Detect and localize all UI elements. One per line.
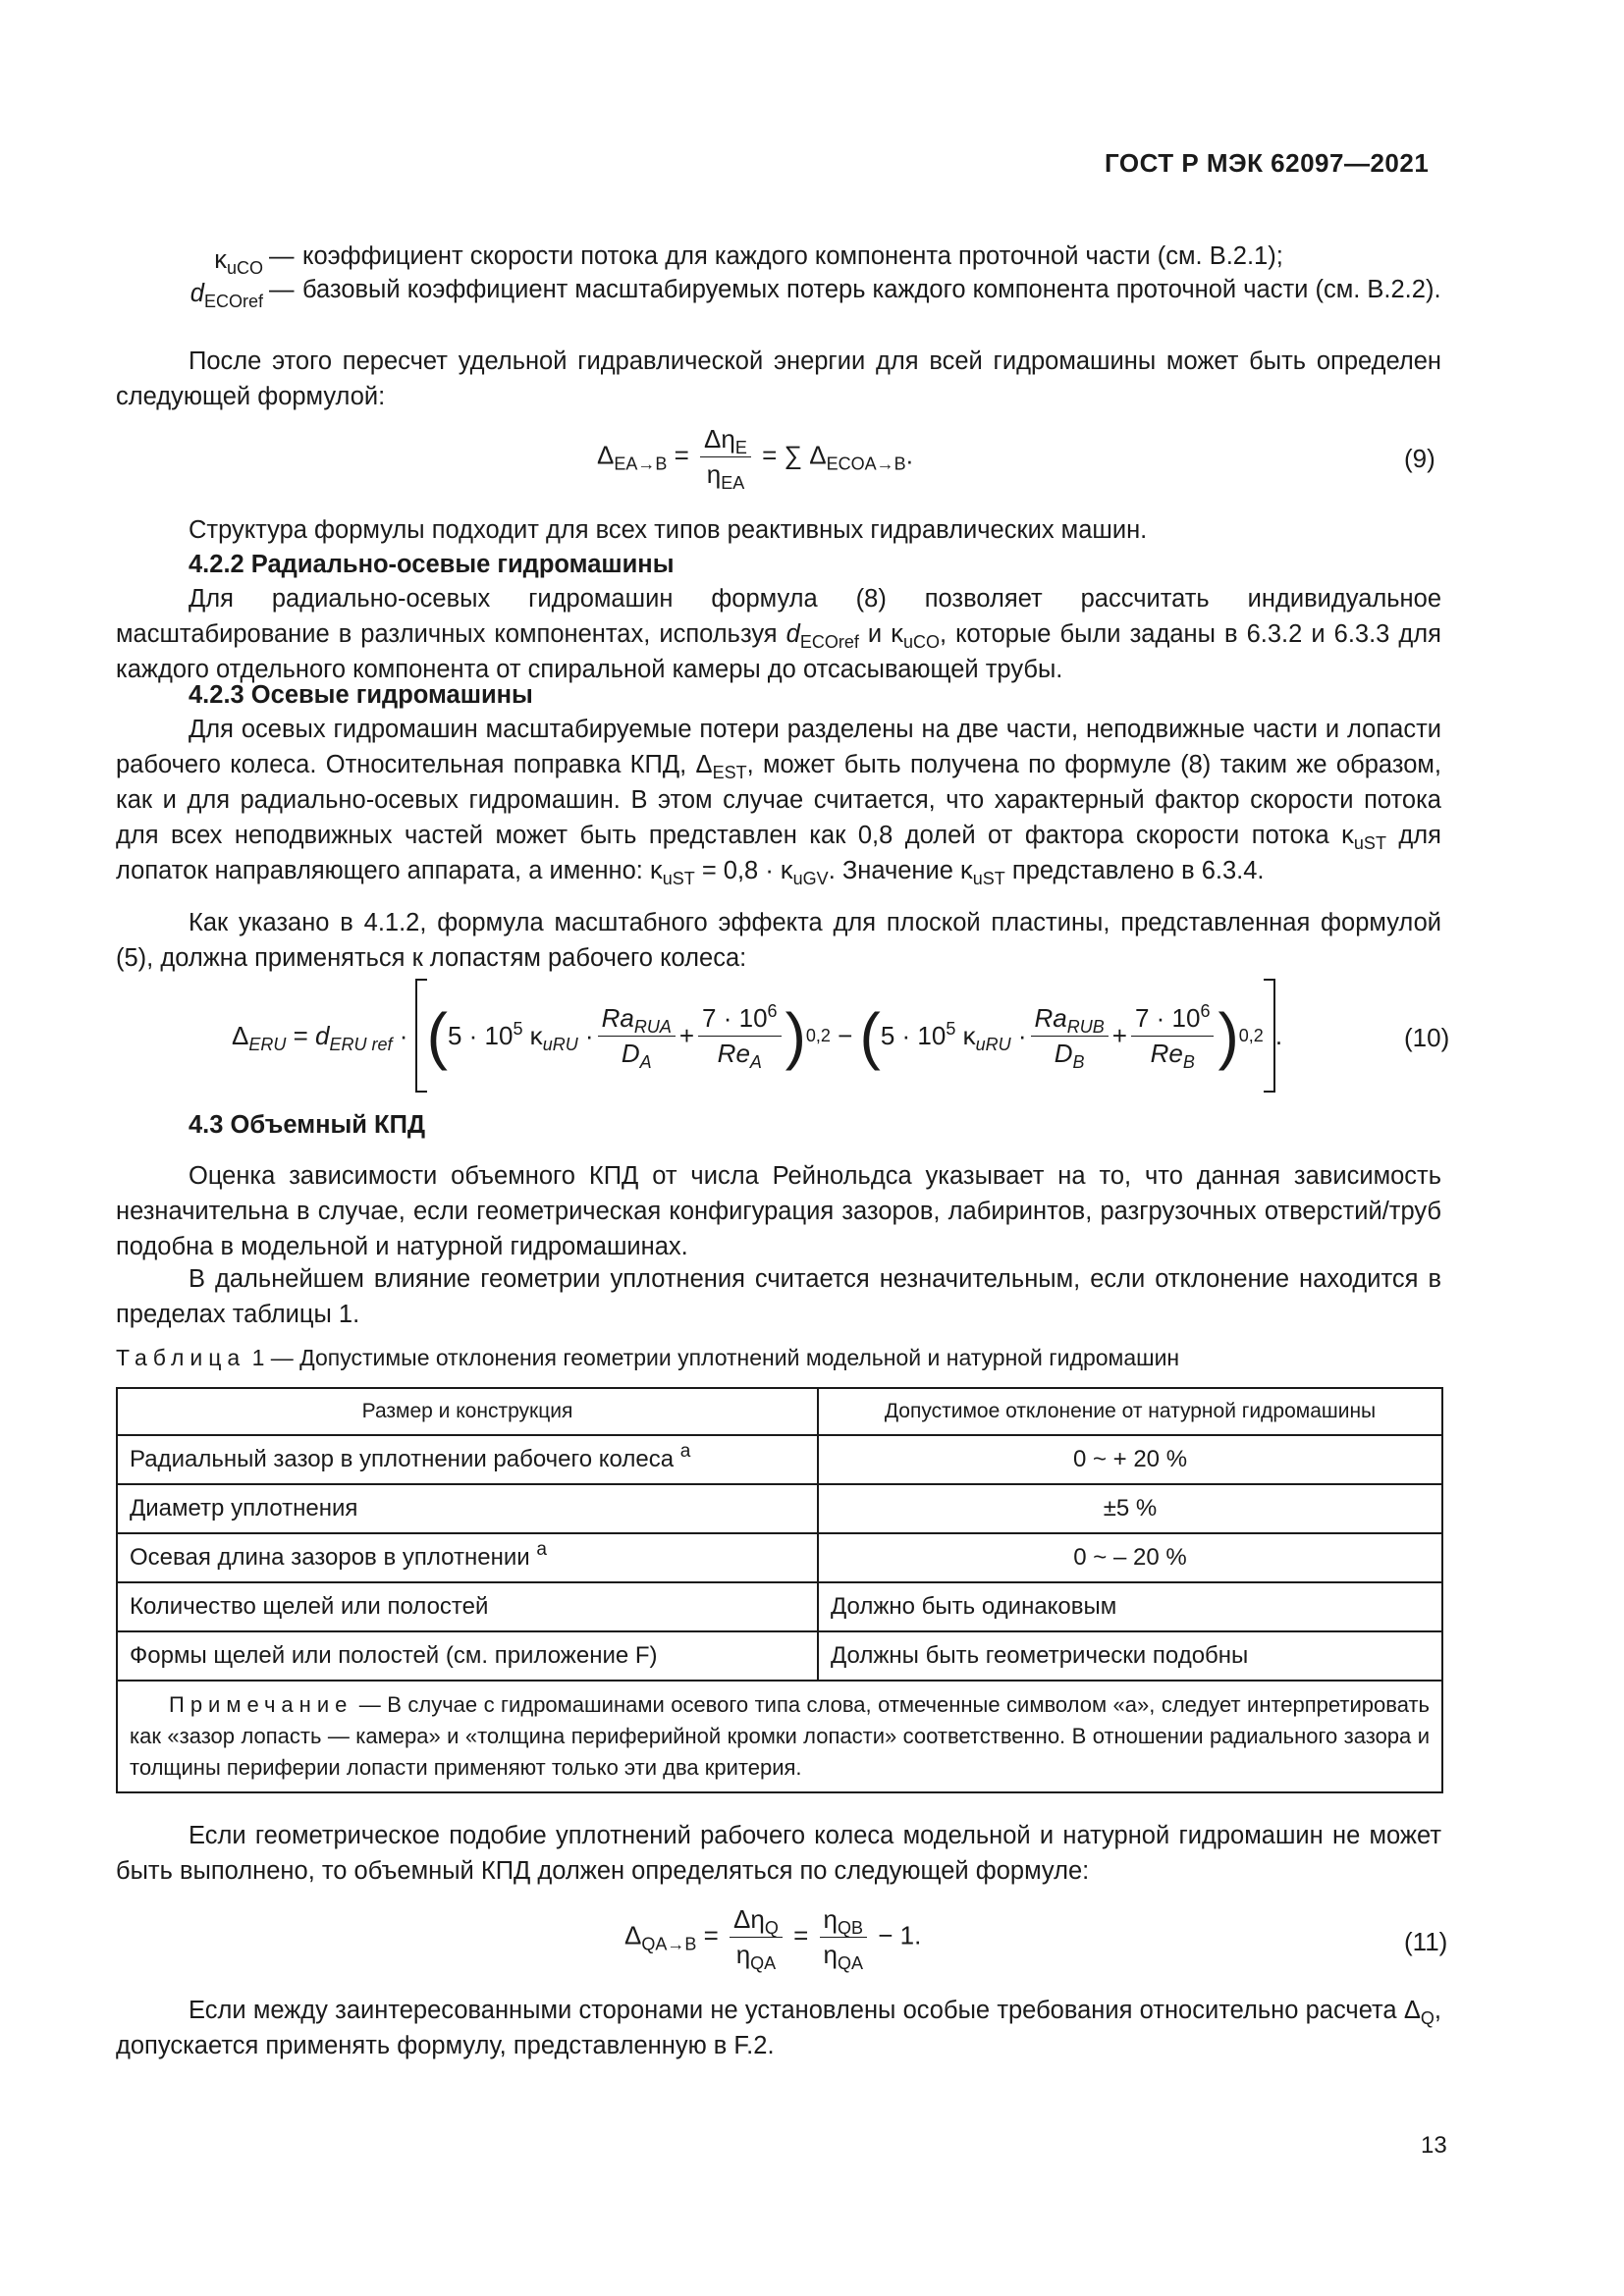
right-bracket: [1264, 979, 1275, 1093]
equation-10: $\Delta_{ERU} = d_{ERU ref}$ · ( $5 \cdot 10^5$ $\kappa_{uRU}$ · $\frac{Ra_{RUA}}{D_A}$ + $\frac{7 \cdot 10^6}{Re_A}$ ) 0,2 − ( $5 \cdot 10^5$ $\kappa_{uRU}$ · $\frac{Ra_{RUB}}{D_B}$ + $\frac{7 \cdot 10^6}{Re_B}$ ) 0,2 .: [232, 978, 1282, 1094]
table-cell: Должно быть одинаковым: [818, 1582, 1442, 1631]
table-header-size: Размер и конструкция: [117, 1388, 818, 1435]
paragraph-flat-plate: Как указано в 4.1.2, формула масштабного эффекта для плоской пластины, представленная формулой (5), должна применяться к лопастям рабочего колеса:: [116, 909, 1441, 972]
equation-number-9: (9): [1404, 444, 1435, 473]
paragraph-energy-intro: После этого пересчет удельной гидравлической энергии для всей гидромашины может быть определен следующей формулой:: [116, 347, 1441, 410]
table-caption: Таблица 1 — Допустимые отклонения геометрии уплотнений модельной и натурной гидромашин: [116, 1345, 1180, 1370]
table-note-row: [117, 1681, 1442, 1792]
paragraph-special-requirements: Если между заинтересованными сторонами не установлены особые требования относительно расчета $\Delta_Q$, допускается применять формулу, представленную в F.2.: [116, 1997, 1441, 2059]
table-row: [117, 1435, 1442, 1484]
table-row: [117, 1582, 1442, 1631]
equation-11: $\Delta_{QA\to B}$ = $\frac{\Delta\eta_Q}{\eta_{QA}}$ = $\frac{\eta_{QB}}{\eta_{QA}}$ − 1.: [624, 1904, 922, 1973]
fraction: $\frac{\eta_{QB}}{\eta_{QA}}$: [820, 1904, 867, 1970]
table-cell: Должны быть геометрически подобны: [818, 1631, 1442, 1681]
table-row: [117, 1631, 1442, 1681]
table-cell: Количество щелей или полостей: [117, 1582, 818, 1631]
fraction: $\frac{\Delta\eta_E}{\eta_{EA}}$: [700, 424, 751, 490]
table-cell: Диаметр уплотнения: [117, 1484, 818, 1533]
paragraph-4-2-3: Для осевых гидромашин масштабируемые потери разделены на две части, неподвижные части и лопасти рабочего колеса. Относительная поправка КПД, $\Delta_{EST}$, может быть получена по формуле (8) таким же образом, как и для радиально-осевых гидромашин. В этом случае считается, что характерный фактор скорости потока для всех неподвижных частей может быть представлен как 0,8 долей от фактора скорости потока $\kappa_{uST}$ для лопаток направляющего аппарата, а именно: $\kappa_{uST} = 0,8 \cdot \kappa_{uGV}$. Значение $\kappa_{uST}$ представлено в 6.3.4.: [116, 716, 1441, 888]
definition-symbol: $\kappa_{uCO}$: [214, 246, 263, 278]
definition-symbol: $d_{ECOref}$: [189, 280, 263, 311]
fraction: $\frac{7 \cdot 10^6}{Re_B}$: [1131, 1003, 1215, 1069]
definition-dash: —: [269, 276, 295, 303]
paragraph-structure: Структура формулы подходит для всех типов реактивных гидравлических машин.: [189, 516, 1148, 544]
fraction: $\frac{Ra_{RUB}}{D_B}$: [1031, 1003, 1109, 1069]
definition-text: коэффициент скорости потока для каждого компонента проточной части (см. В.2.1);: [302, 242, 1283, 270]
table-header-deviation: Допустимое отклонение от натурной гидромашины: [818, 1388, 1442, 1435]
table-cell: 0 ~ + 20 %: [818, 1435, 1442, 1484]
table-cell: Формы щелей или полостей (см. приложение F): [117, 1631, 818, 1681]
table-seal-deviations: [116, 1387, 1443, 1793]
table-cell: Осевая длина зазоров в уплотнении $^a$: [117, 1533, 818, 1582]
paragraph-4-2-2: Для радиально-осевых гидромашин формула (8) позволяет рассчитать индивидуальное масштабирование в различных компонентах, используя $d_{ECOref}$ и $\kappa_{uCO}$, которые были заданы в 6.3.2 и 6.3.3 для каждого отдельного компонента от спиральной камеры до отсасывающей трубы.: [116, 585, 1441, 683]
definition-dash: —: [269, 242, 295, 270]
table-row: [117, 1484, 1442, 1533]
paragraph-geometric-similarity: Если геометрическое подобие уплотнений рабочего колеса модельной и натурной гидромашин не может быть выполнено, то объемный КПД должен определяться по следующей формуле:: [116, 1822, 1441, 1885]
left-bracket: [415, 979, 427, 1093]
document-standard-header: ГОСТ Р МЭК 62097—2021: [1105, 148, 1430, 178]
equation-number-10: (10): [1404, 1023, 1450, 1052]
heading-4-2-2: 4.2.2 Радиально-осевые гидромашины: [189, 551, 675, 578]
definition-text: базовый коэффициент масштабируемых потерь каждого компонента проточной части (см. В.2.2).: [302, 276, 1441, 303]
table-cell: ±5 %: [818, 1484, 1442, 1533]
fraction: $\frac{Ra_{RUA}}{D_A}$: [598, 1003, 676, 1069]
table-cell: Радиальный зазор в уплотнении рабочего колеса $^a$: [117, 1435, 818, 1484]
table-cell: 0 ~ – 20 %: [818, 1533, 1442, 1582]
fraction: $\frac{\Delta\eta_Q}{\eta_{QA}}$: [730, 1904, 783, 1970]
equation-9: $\Delta_{EA\to B}$ = $\frac{\Delta\eta_E}{\eta_{EA}}$ = ∑ $\Delta_{ECOA\to B}$.: [597, 424, 913, 493]
table-row: [117, 1533, 1442, 1582]
page-number: 13: [1421, 2132, 1447, 2159]
fraction: $\frac{7 \cdot 10^6}{Re_A}$: [698, 1003, 782, 1069]
paragraph-4-3-first: Оценка зависимости объемного КПД от числа Рейнольдса указывает на то, что данная зависимость незначительна в случае, если геометрическая конфигурация зазоров, лабиринтов, разгрузочных отверстий/труб подобна в модельной и натурной гидромашинах.: [116, 1162, 1441, 1260]
heading-4-2-3: 4.2.3 Осевые гидромашины: [189, 681, 533, 709]
equation-number-11: (11): [1404, 1927, 1448, 1956]
table-note: Примечание — В случае с гидромашинами осевого типа слова, отмеченные символом «а», следует интерпретировать как «зазор лопасть — камера» и «толщина периферийной кромки лопасти» соответственно. В отношении радиального зазора и толщины периферии лопасти применяют только эти два критерия.: [117, 1681, 1442, 1792]
heading-4-3: 4.3 Объемный КПД: [189, 1111, 426, 1139]
paragraph-4-3-second: В дальнейшем влияние геометрии уплотнения считается незначительным, если отклонение находится в пределах таблицы 1.: [116, 1265, 1441, 1328]
